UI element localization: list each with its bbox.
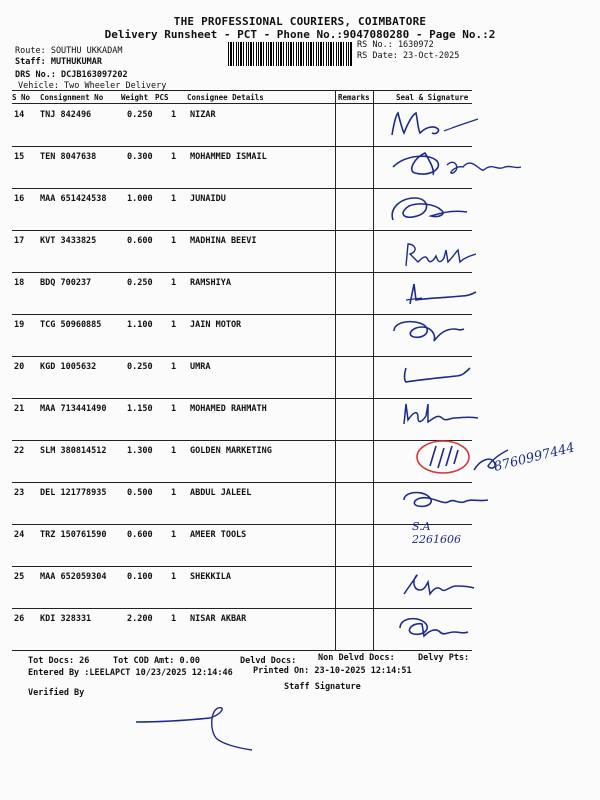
row-consignee: SHEKKILA — [190, 572, 231, 582]
header-remarks: Remarks — [338, 93, 370, 102]
signature-row-15 — [385, 145, 535, 185]
staff-signature-label: Staff Signature — [284, 682, 361, 692]
vehicle-label: Vehicle: Two Wheeler Delivery — [18, 81, 167, 91]
table-header-border — [12, 103, 472, 104]
entered-by: Entered By :LEELAPCT 10/23/2025 12:14:46 — [28, 668, 233, 678]
row-divider — [12, 188, 472, 189]
row-consignee: AMEER TOOLS — [190, 530, 247, 540]
row-consignment: KGD 1005632 — [40, 362, 97, 372]
signature-row-19 — [388, 315, 478, 347]
row-weight: 0.600 — [127, 236, 153, 246]
row-consignment: TNJ 842496 — [40, 110, 92, 120]
row-divider — [12, 650, 472, 651]
row-divider — [12, 230, 472, 231]
row-pcs: 1 — [171, 110, 177, 120]
row-consignment: MAA 713441490 — [40, 404, 107, 414]
signature-row-18 — [402, 280, 482, 308]
row-consignment: SLM 380814512 — [40, 446, 107, 456]
handwritten-phone-note: 8760997444 — [492, 440, 577, 475]
total-documents: Tot Docs: 26 — [28, 656, 90, 666]
row-divider — [12, 524, 472, 525]
signature-row-25 — [398, 568, 478, 602]
row-consignee: MOHAMMED ISMAIL — [190, 152, 267, 162]
row-sno: 16 — [14, 194, 25, 204]
row-sno: 20 — [14, 362, 25, 372]
header-weight: Weight — [121, 93, 149, 102]
row-consignment: KVT 3433825 — [40, 236, 97, 246]
row-consignment: MAA 651424538 — [40, 194, 107, 204]
signature-row-22 — [470, 430, 580, 480]
row-weight: 1.000 — [127, 194, 153, 204]
row-divider — [12, 482, 472, 483]
row-consignee: JUNAIDU — [190, 194, 226, 204]
row-divider — [12, 356, 472, 357]
signature-row-16 — [385, 190, 475, 230]
row-consignee: JAIN MOTOR — [190, 320, 242, 330]
row-consignee: NIZAR — [190, 110, 216, 120]
row-sno: 18 — [14, 278, 25, 288]
runsheet-subtitle: Delivery Runsheet - PCT - Phone No.:9047080280 - Page No.:2 — [104, 28, 496, 41]
row-weight: 0.300 — [127, 152, 153, 162]
row-pcs: 1 — [171, 404, 177, 414]
row-divider — [12, 608, 472, 609]
header-pcs: PCS — [155, 93, 169, 102]
signature-row-26 — [394, 612, 474, 644]
header-consignment: Consignment No — [40, 93, 104, 102]
row-divider — [12, 566, 472, 567]
row-pcs: 1 — [171, 362, 177, 372]
row-sno: 14 — [14, 110, 25, 120]
verifier-signature — [130, 700, 280, 760]
row-sno: 17 — [14, 236, 25, 246]
row-consignment: BDQ 700237 — [40, 278, 92, 288]
row-pcs: 1 — [171, 152, 177, 162]
signature-row-17 — [400, 240, 480, 270]
row-sno: 26 — [14, 614, 25, 624]
row-sno: 22 — [14, 446, 25, 456]
verified-by-label: Verified By — [28, 688, 85, 698]
row-pcs: 1 — [171, 572, 177, 582]
row-consignment: KDI 328331 — [40, 614, 92, 624]
printed-on: Printed On: 23-10-2025 12:14:51 — [253, 666, 412, 676]
company-seal-stamp — [414, 436, 472, 478]
row-consignee: RAMSHIYA — [190, 278, 231, 288]
row-sno: 25 — [14, 572, 25, 582]
header-sno: S No — [12, 93, 31, 102]
row-divider — [12, 272, 472, 273]
row-pcs: 1 — [171, 446, 177, 456]
row-weight: 1.100 — [127, 320, 153, 330]
signature-row-20 — [398, 360, 478, 390]
header-consignee: Consignee Details — [187, 93, 264, 102]
row-consignee: MADHINA BEEVI — [190, 236, 257, 246]
row-consignment: TEN 8047638 — [40, 152, 97, 162]
row-sno: 15 — [14, 152, 25, 162]
rs-number: RS No.: 1630972 — [357, 40, 434, 50]
handwritten-note-number: 2261606 — [412, 533, 461, 546]
row-pcs: 1 — [171, 530, 177, 540]
signature-row-14 — [380, 105, 500, 145]
header-seal: Seal & Signature — [396, 93, 469, 102]
row-weight: 0.100 — [127, 572, 153, 582]
row-weight: 0.600 — [127, 530, 153, 540]
non-delivered-docs: Non Delvd Docs: — [318, 653, 395, 663]
row-weight: 2.200 — [127, 614, 153, 624]
row-consignee: MOHAMED RAHMATH — [190, 404, 267, 414]
row-divider — [12, 440, 472, 441]
delivery-points: Delvy Pts: — [418, 653, 470, 663]
row-consignment: DEL 121778935 — [40, 488, 107, 498]
row-weight: 1.150 — [127, 404, 153, 414]
row-consignment: TCG 50960885 — [40, 320, 102, 330]
row-pcs: 1 — [171, 194, 177, 204]
row-consignee: UMRA — [190, 362, 211, 372]
row-sno: 19 — [14, 320, 25, 330]
route-label: Route: SOUTHU UKKADAM — [15, 46, 123, 56]
company-title: THE PROFESSIONAL COURIERS, COIMBATORE — [173, 15, 427, 28]
row-sno: 23 — [14, 488, 25, 498]
row-pcs: 1 — [171, 278, 177, 288]
row-weight: 0.500 — [127, 488, 153, 498]
row-pcs: 1 — [171, 488, 177, 498]
row-consignee: NISAR AKBAR — [190, 614, 247, 624]
row-sno: 21 — [14, 404, 25, 414]
row-pcs: 1 — [171, 614, 177, 624]
signature-row-23 — [398, 486, 508, 516]
barcode — [228, 42, 352, 66]
row-weight: 0.250 — [127, 278, 153, 288]
row-consignment: TRZ 150761590 — [40, 530, 107, 540]
row-weight: 0.250 — [127, 362, 153, 372]
row-consignment: MAA 652059304 — [40, 572, 107, 582]
row-sno: 24 — [14, 530, 25, 540]
rs-date: RS Date: 23-Oct-2025 — [357, 51, 460, 61]
signature-row-21 — [398, 398, 488, 430]
total-cod-amount: Tot COD Amt: 0.00 — [113, 656, 200, 666]
row-consignee: ABDUL JALEEL — [190, 488, 252, 498]
drs-number: DRS No.: DCJB163097202 — [15, 70, 128, 80]
delivered-docs: Delvd Docs: — [240, 656, 297, 666]
handwritten-note-sa: S.A — [412, 520, 431, 533]
row-pcs: 1 — [171, 320, 177, 330]
staff-label: Staff: MUTHUKUMAR — [15, 57, 102, 67]
row-consignee: GOLDEN MARKETING — [190, 446, 272, 456]
row-weight: 0.250 — [127, 110, 153, 120]
table-top-border — [12, 90, 472, 91]
row-pcs: 1 — [171, 236, 177, 246]
row-weight: 1.300 — [127, 446, 153, 456]
